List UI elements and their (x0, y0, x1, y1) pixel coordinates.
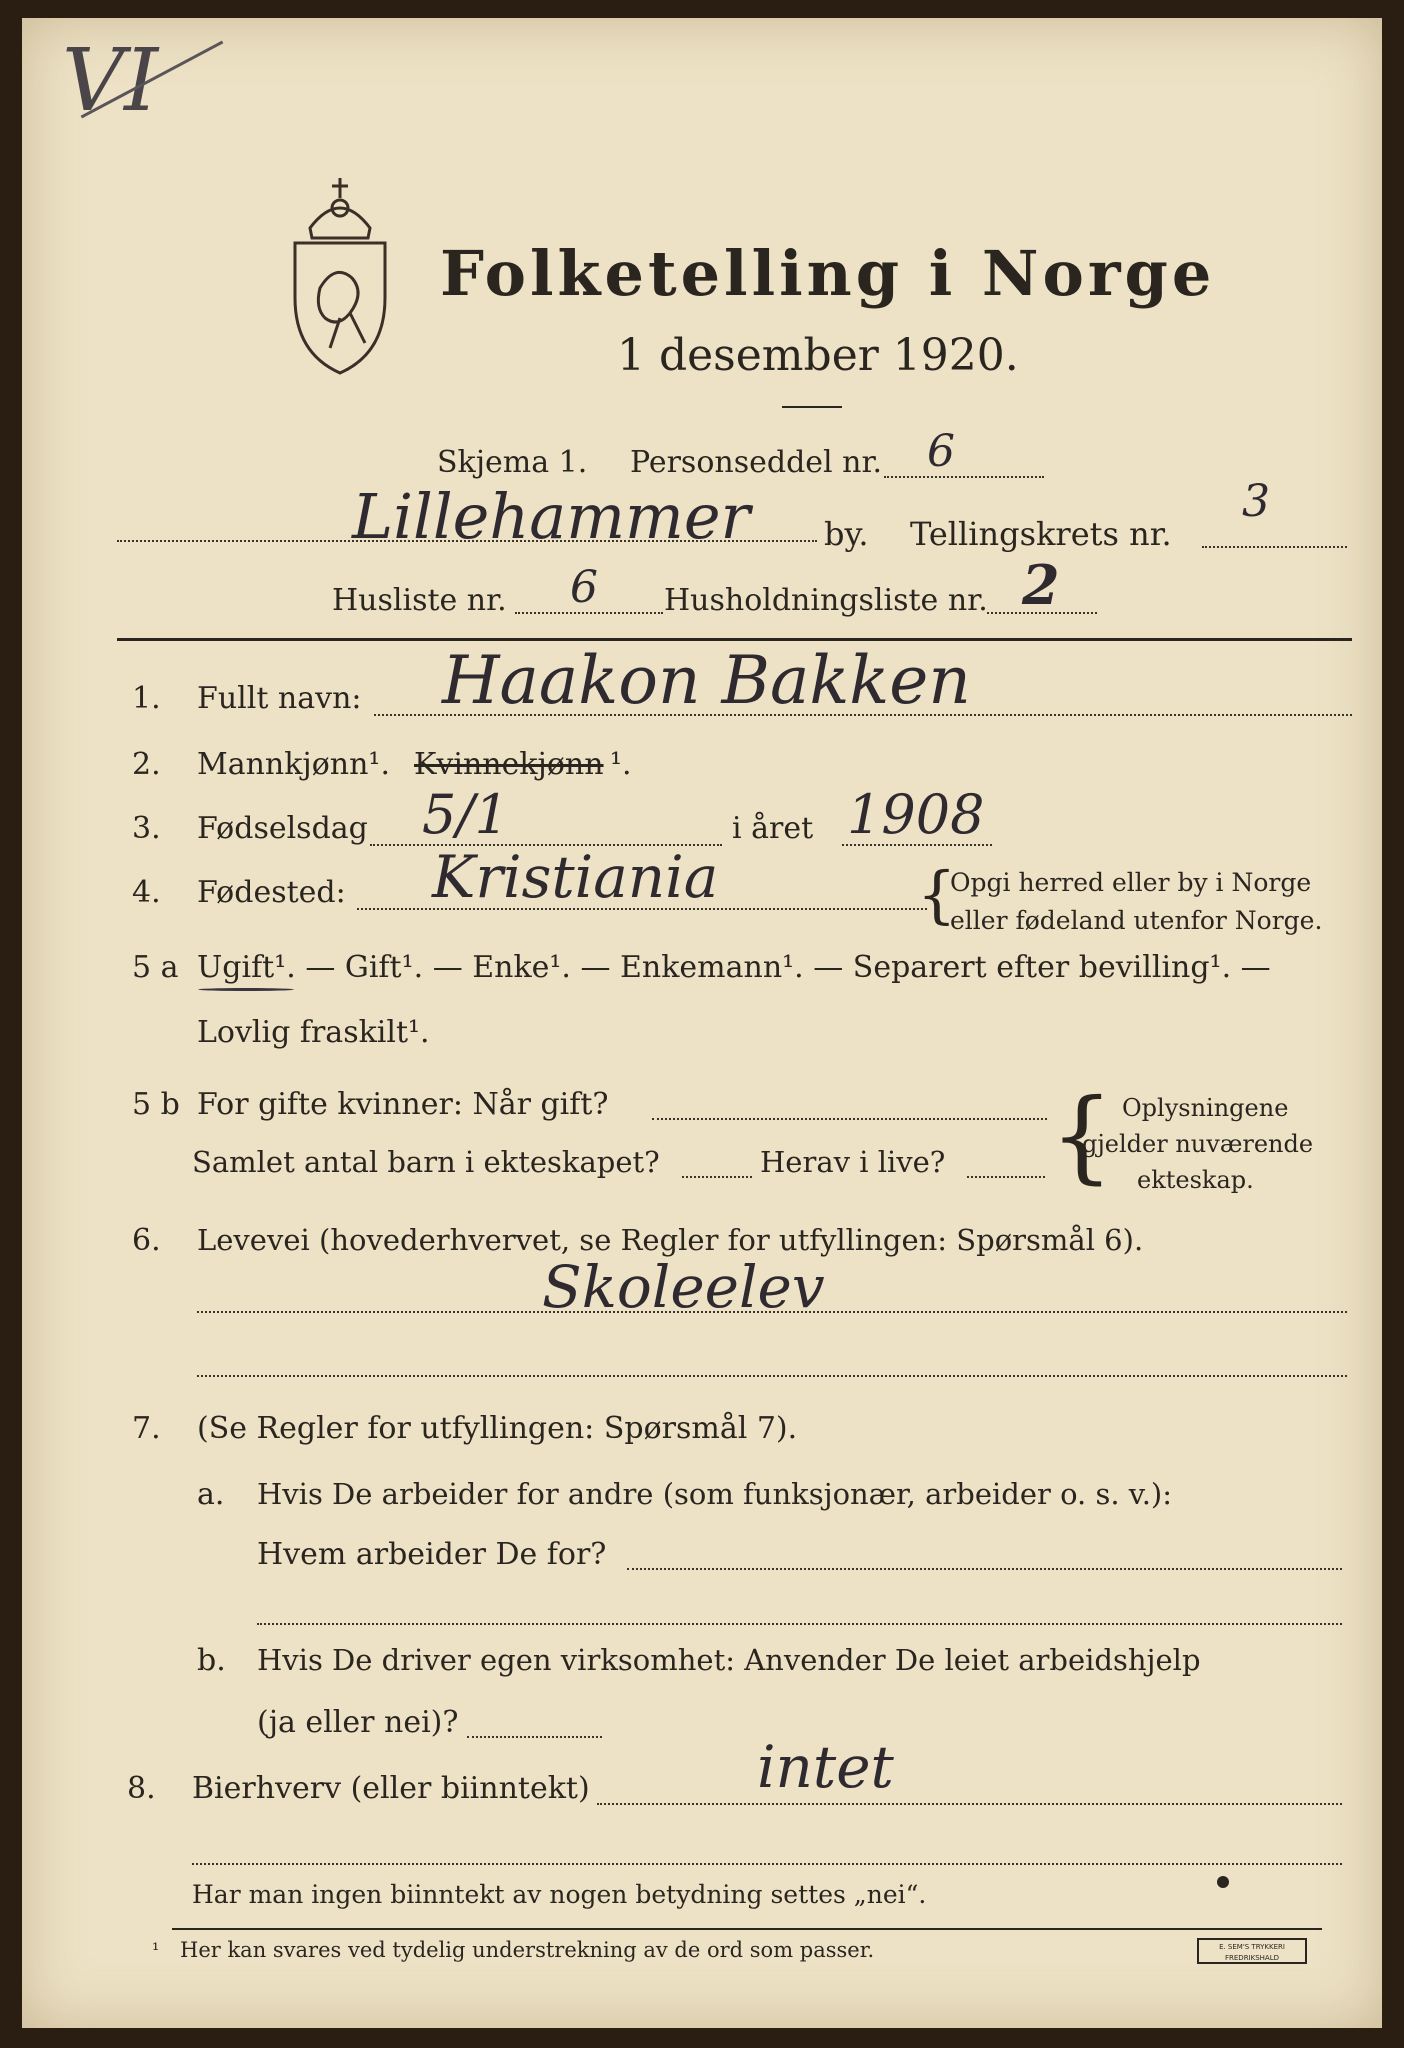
q5b-label-2: Samlet antal barn i ekteskapet? (192, 1145, 660, 1179)
q8-line (597, 1803, 1342, 1805)
q7a-letter: a. (197, 1477, 225, 1512)
footnote-mark: ¹ (152, 1940, 160, 1961)
q1-value: Haakon Bakken (442, 642, 971, 719)
q7a-line-2: Hvem arbeider De for? (257, 1537, 607, 1572)
ink-dot (1217, 1876, 1229, 1888)
q4-label: Fødested: (197, 875, 346, 910)
q3-year-value: 1908 (847, 783, 985, 846)
q7b-line-1: Hvis De driver egen virksomhet: Anvender De leiet arbeidshjelp (257, 1643, 1201, 1677)
tellingskrets-line (1202, 546, 1347, 548)
q2-number: 2. (132, 747, 161, 782)
footnote-rule (172, 1928, 1322, 1930)
q5a-options: Ugift¹. — Gift¹. — Enke¹. — Enkemann¹. — Separert efter bevilling¹. — (197, 950, 1271, 985)
q2-mann: Mannkjønn¹. (197, 747, 390, 782)
footnote-text: Her kan svares ved tydelig understrekning av de ord som passer. (180, 1938, 875, 1962)
q8-value: intet (757, 1733, 894, 1801)
q5b-note-1: Oplysningene (1122, 1094, 1289, 1122)
q4-brace: { (917, 858, 957, 931)
q5b-line-1 (652, 1118, 1047, 1120)
q3-year-label: i året (732, 811, 814, 846)
q5b-label-3: Herav i live? (760, 1145, 946, 1179)
tellingskrets-value: 3 (1242, 476, 1270, 527)
q8-label: Bierhverv (eller biinntekt) (192, 1771, 590, 1806)
form-title: Folketelling i Norge (440, 237, 1216, 310)
census-form (22, 18, 1382, 2028)
q5b-note-3: ekteskap. (1137, 1166, 1254, 1194)
q5a-number: 5 a (132, 950, 179, 985)
q3-label: Fødselsdag (197, 811, 368, 846)
census-date: 1 desember 1920. (617, 330, 1019, 381)
q5b-brace: { (1050, 1077, 1114, 1194)
q2-kvinne: Kvinnekjønn (414, 747, 604, 782)
q6-value: Skoleelev (542, 1253, 825, 1321)
husholdning-value: 2 (1022, 553, 1060, 617)
husliste-label: Husliste nr. (332, 583, 507, 618)
city-value: Lillehammer (352, 480, 751, 553)
q4-number: 4. (132, 875, 161, 910)
personseddel-label: Personseddel nr. (630, 445, 883, 480)
q2-end: ¹. (610, 747, 632, 782)
husholdning-label: Husholdningsliste nr. (664, 583, 988, 618)
q8-number: 8. (127, 1771, 156, 1806)
q8-line-2 (192, 1863, 1342, 1865)
q7-number: 7. (132, 1411, 161, 1446)
printer-stamp (1197, 1938, 1307, 1964)
q7a-answer-line (627, 1568, 1342, 1570)
q6-number: 6. (132, 1223, 161, 1258)
skjema-label: Skjema 1. (437, 445, 588, 480)
q1-number: 1. (132, 681, 161, 716)
by-label: by. (824, 515, 869, 553)
q7b-letter: b. (197, 1643, 226, 1678)
q6-line-1 (197, 1311, 1347, 1313)
q5a-ugift-underline (198, 988, 294, 991)
q6-line-2 (197, 1375, 1347, 1377)
q7a-line-1: Hvis De arbeider for andre (som funksjonær, arbeider o. s. v.): (257, 1477, 1173, 1511)
q5a-options-2: Lovlig fraskilt¹. (197, 1015, 430, 1050)
header-rule (117, 638, 1352, 641)
q4-value: Kristiania (432, 843, 719, 911)
bottom-note: Har man ingen biinntekt av nogen betydning settes „nei“. (192, 1880, 927, 1909)
corner-mark: VI (62, 31, 159, 131)
q7b-answer-line (467, 1736, 602, 1738)
q7b-line-2: (ja eller nei)? (257, 1705, 459, 1740)
q4-note-1: Opgi herred eller by i Norge (950, 868, 1312, 897)
printer-stamp-text: E. SEM'S TRYKKERI FREDRIKSHALD (1219, 1943, 1285, 1962)
q4-note-2: eller fødeland utenfor Norge. (950, 906, 1323, 935)
coat-of-arms-icon (280, 168, 400, 378)
q1-label: Fullt navn: (197, 681, 362, 716)
q5b-line-3 (967, 1176, 1045, 1178)
city-line (117, 540, 817, 542)
q3-number: 3. (132, 811, 161, 846)
q5b-note-2: gjelder nuværende (1082, 1130, 1314, 1158)
personseddel-line (884, 476, 1044, 478)
q5b-line-2 (682, 1176, 752, 1178)
q5b-label-1: For gifte kvinner: Når gift? (197, 1087, 609, 1122)
q6-label: Levevei (hovederhvervet, se Regler for utfyllingen: Spørsmål 6). (197, 1223, 1144, 1257)
q5b-number: 5 b (132, 1087, 180, 1122)
q7a-answer-line-2 (257, 1623, 1342, 1625)
q3-value: 5/1 (422, 783, 509, 846)
tellingskrets-label: Tellingskrets nr. (910, 515, 1172, 553)
q7-label: (Se Regler for utfyllingen: Spørsmål 7). (197, 1411, 798, 1446)
husliste-value: 6 (570, 562, 598, 613)
title-divider (782, 406, 842, 408)
personseddel-value: 6 (927, 426, 955, 477)
